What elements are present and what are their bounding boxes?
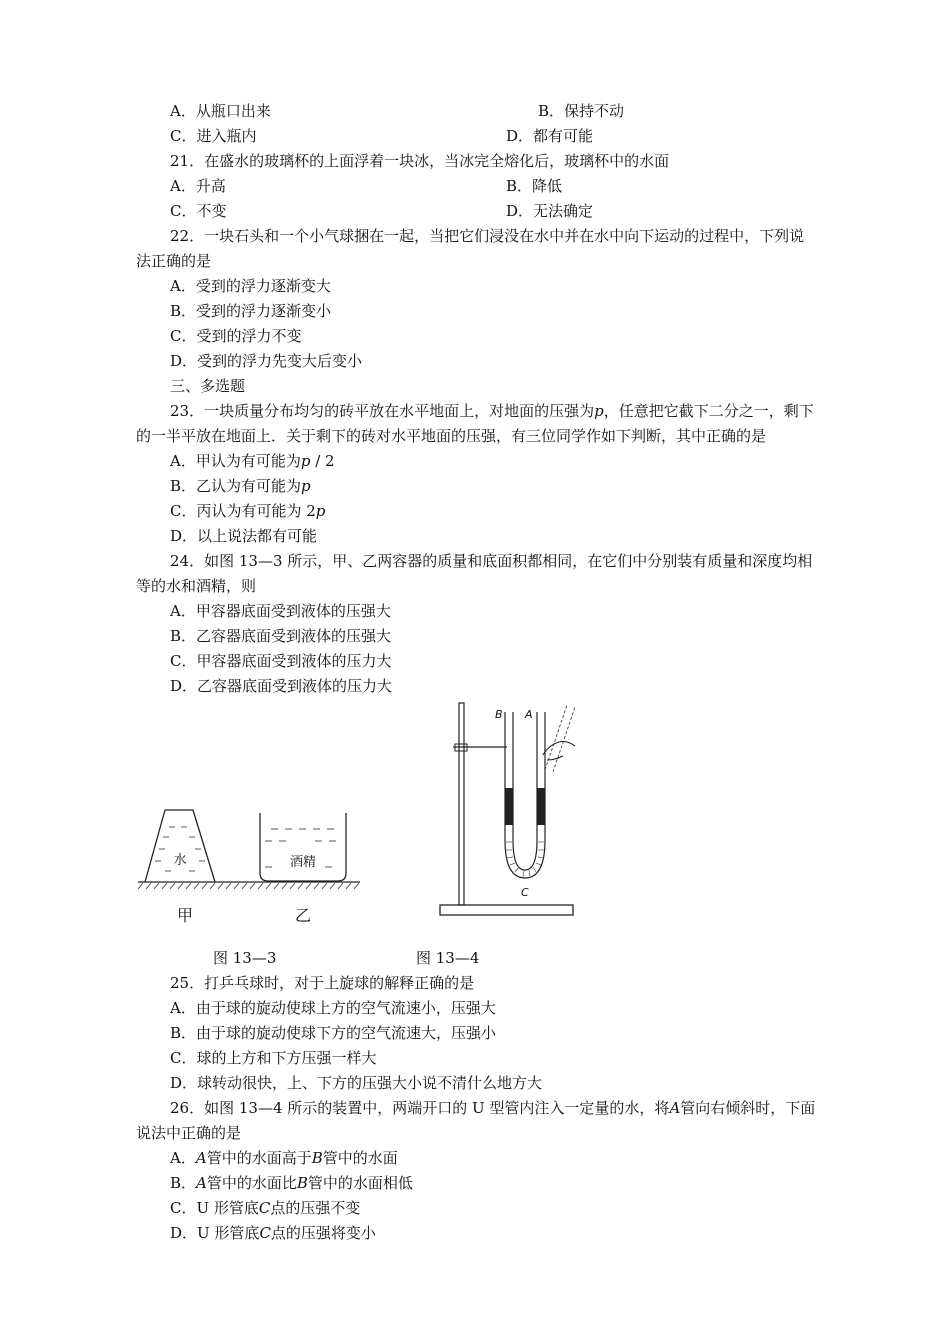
q21-option-b: B．降低 xyxy=(506,177,563,195)
container-yi-liquid-label: 酒精 xyxy=(289,855,317,870)
q24-stem-line2: 等的水和酒精，则 xyxy=(136,577,257,595)
q25-option-d: D．球转动很快，上、下方的压强大小说不清什么地方大 xyxy=(170,1074,543,1092)
figure-13-3-caption: 图 13—3 xyxy=(213,949,277,967)
hand-icon xyxy=(543,742,575,761)
q22-stem-line1: 22．一块石头和一个小气球捆在一起，当把它们浸没在水中并在水中向下运动的过程中，下列说 xyxy=(170,227,805,245)
q24-option-a: A．甲容器底面受到液体的压强大 xyxy=(170,602,391,620)
q22-option-a: A．受到的浮力逐渐变大 xyxy=(170,277,331,295)
q24-option-b: B．乙容器底面受到液体的压强大 xyxy=(170,627,392,645)
q26-stem-line1: 26．如图 13—4 所示的装置中，两端开口的 U 型管内注入一定量的水，将A管向右倾斜时，下面 xyxy=(170,1099,816,1117)
stand-rod xyxy=(459,703,464,905)
label-jia: 甲 xyxy=(176,906,194,925)
q21-option-a: A．升高 xyxy=(170,177,226,195)
q23-p-symbol: p xyxy=(594,402,604,420)
q23-option-c: C．丙认为有可能为 2p xyxy=(170,502,326,520)
q21-option-c: C．不变 xyxy=(170,202,227,220)
q26-option-a: A．A管中的水面高于B管中的水面 xyxy=(170,1149,398,1167)
q20-option-c: C．进入瓶内 xyxy=(170,127,257,145)
q20-option-d: D．都有可能 xyxy=(506,127,594,145)
q23-stem-line1: 23．一块质量分布均匀的砖平放在水平地面上，对地面的压强为p，任意把它截下二分之一，剩下 xyxy=(170,402,814,420)
q26-stem-line2: 说法中正确的是 xyxy=(136,1124,242,1142)
figure-13-4-caption: 图 13—4 xyxy=(416,949,480,967)
q23-option-b: B．乙认为有可能为p xyxy=(170,477,311,495)
q22-option-d: D．受到的浮力先变大后变小 xyxy=(170,352,363,370)
q26-option-c: C．U 形管底C点的压强不变 xyxy=(170,1199,361,1217)
tube-a-label: A xyxy=(525,708,533,721)
point-c-label: C xyxy=(521,886,529,899)
q25-stem: 25．打乒乓球时，对于上旋球的解释正确的是 xyxy=(170,974,475,992)
figure-13-4-u-tube xyxy=(435,700,585,922)
q24-stem-line1: 24．如图 13—3 所示，甲、乙两容器的质量和底面积都相同，在它们中分别装有质量和深度均相 xyxy=(170,552,813,570)
container-jia-liquid-label: 水 xyxy=(173,853,187,868)
q23-stem-line2: 的一半平放在地面上．关于剩下的砖对水平地面的压强，有三位同学作如下判断，其中正确的是 xyxy=(136,427,767,445)
q24-option-d: D．乙容器底面受到液体的压力大 xyxy=(170,677,393,695)
q20-option-a: A．从瓶口出来 xyxy=(170,102,271,120)
q22-option-b: B．受到的浮力逐渐变小 xyxy=(170,302,332,320)
container-jia xyxy=(145,810,215,882)
q24-option-c: C．甲容器底面受到液体的压力大 xyxy=(170,652,392,670)
stand-base xyxy=(440,905,573,915)
tube-b-label: B xyxy=(495,708,503,721)
q23-option-a: A．甲认为有可能为p / 2 xyxy=(170,452,335,470)
q23-option-d: D．以上说法都有可能 xyxy=(170,527,318,545)
q21-stem: 21．在盛水的玻璃杯的上面浮着一块冰，当冰完全熔化后，玻璃杯中的水面 xyxy=(170,152,670,170)
section-heading-multi-choice: 三、多选题 xyxy=(170,377,246,395)
q25-option-a: A．由于球的旋动使球上方的空气流速小，压强大 xyxy=(170,999,496,1017)
q26-option-b: B．A管中的水面比B管中的水面相低 xyxy=(170,1174,413,1192)
figure-13-3-containers xyxy=(135,805,365,930)
q20-option-b: B．保持不动 xyxy=(538,102,625,120)
q22-option-c: C．受到的浮力不变 xyxy=(170,327,302,345)
q25-option-c: C．球的上方和下方压强一样大 xyxy=(170,1049,377,1067)
q25-option-b: B．由于球的旋动使球下方的空气流速大，压强小 xyxy=(170,1024,497,1042)
q21-option-d: D．无法确定 xyxy=(506,202,594,220)
container-yi xyxy=(260,813,346,881)
label-yi: 乙 xyxy=(294,906,312,925)
q26-option-d: D．U 形管底C点的压强将变小 xyxy=(170,1224,376,1242)
q22-stem-line2: 法正确的是 xyxy=(136,252,212,270)
